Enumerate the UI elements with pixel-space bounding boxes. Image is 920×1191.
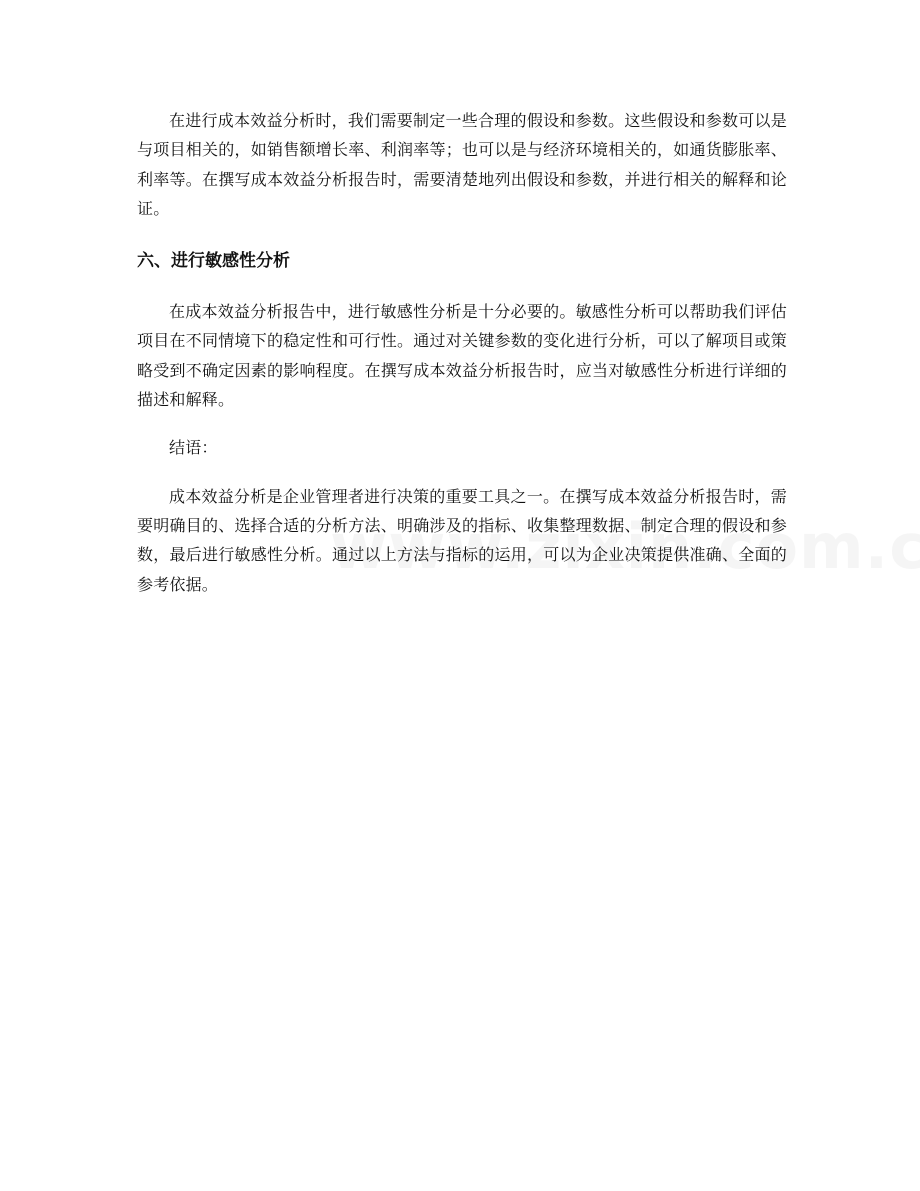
section-heading: 六、进行敏感性分析 — [137, 251, 290, 272]
conclusion-label: 结语： — [169, 438, 218, 458]
paragraph-assumptions: 在进行成本效益分析时，我们需要制定一些合理的假设和参数。这些假设和参数可以是与项目相关的，如销售额增长率、利润率等；也可以是与经济环境相关的，如通货膨胀率、利率等。在撰写成本效益分析报告时，需要清楚地列出假设和参数，并进行相关的解释和论证。 — [137, 111, 787, 218]
document-body — [137, 106, 787, 599]
paragraph-conclusion: 成本效益分析是企业管理者进行决策的重要工具之一。在撰写成本效益分析报告时，需要明确目的、选择合适的分析方法、明确涉及的指标、收集整理数据、制定合理的假设和参数，最后进行敏感性分析。通过以上方法与指标的运用，可以为企业决策提供准确、全面的参考依据。 — [137, 486, 787, 594]
paragraph-sensitivity: 在成本效益分析报告中，进行敏感性分析是十分必要的。敏感性分析可以帮助我们评估项目在不同情境下的稳定性和可行性。通过对关键参数的变化进行分析，可以了解项目或策略受到不确定因素的影响程度。在撰写成本效益分析报告时，应当对敏感性分析进行详细的描述和解释。 — [137, 302, 787, 410]
